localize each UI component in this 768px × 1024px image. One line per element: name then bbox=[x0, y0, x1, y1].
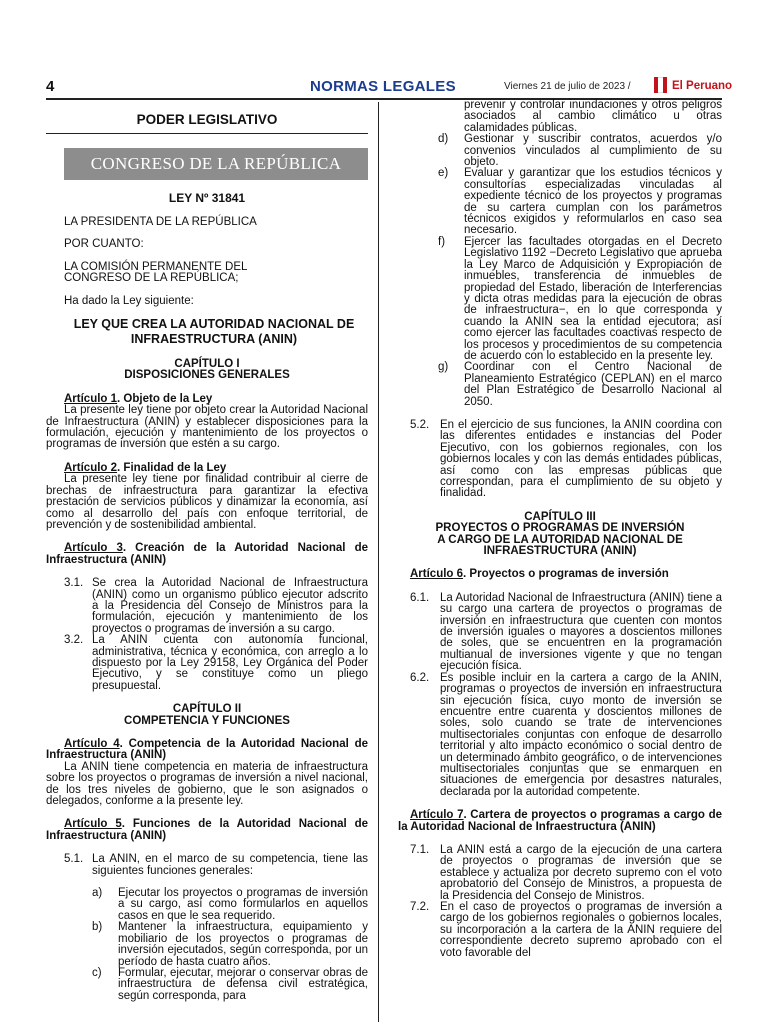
article-heading bbox=[398, 810, 722, 833]
intro-line: LA COMISIÓN PERMANENTE DEL CONGRESO DE LA REPÚBLICA; bbox=[64, 260, 247, 285]
item-text: Gestionar y suscribir contratos, acuerdos y/o convenios vinculados al cumplimiento de su objeto. bbox=[464, 133, 722, 169]
lettered-item bbox=[46, 968, 368, 1002]
item-text: Evaluar y garantizar que los estudios técnicos y consultorías especializadas vinculadas al expediente técnico de los proyectos y programas de su cartera cumplan con los parámetros técnicos exigidos y reformularlos en caso sea necesario. bbox=[464, 167, 722, 237]
article-heading bbox=[398, 569, 722, 580]
item-letter: g) bbox=[438, 361, 449, 374]
item-text: Coordinar con el Centro Nacional de Planeamiento Estratégico (CEPLAN) en el marco del Plan Estratégico de Desarrollo Nacional al 2050. bbox=[464, 361, 722, 408]
paragraph-text: Es posible incluir en la cartera a cargo de la ANIN, programas o proyectos de inversión en infraestructura sin ejecución física, cuyo monto de inversión se encuentre entre cuarenta y doscientos millones de soles, solo cuando se trate de intervenciones multisectoriales conjuntas con enfoque de desarrollo territorial y alto impacto económico o social dentro de un determinado ámbito geográfico, o de intervenciones multisectoriales conjuntas que se enmarquen en situaciones de emergencia por desastres naturales, declarada por la autoridad competente. bbox=[440, 671, 722, 798]
numbered-paragraph bbox=[46, 635, 368, 692]
page-header bbox=[46, 74, 733, 100]
item-letter: e) bbox=[438, 167, 449, 180]
publication-date: Viernes 21 de julio de 2023 / bbox=[504, 81, 631, 92]
chapter-title: A CARGO DE LA AUTORIDAD NACIONAL DE bbox=[437, 533, 683, 546]
item-text: Ejecutar los proyectos o programas de inversión a su cargo, así como formularlos en aquellos casos en que le sea requerido. bbox=[118, 887, 368, 922]
article-heading bbox=[46, 739, 368, 762]
article-heading bbox=[46, 543, 368, 566]
lettered-item bbox=[398, 237, 722, 362]
chapter-title: DISPOSICIONES GENERALES bbox=[124, 369, 290, 382]
article-heading bbox=[46, 819, 368, 842]
intro-line: Ha dado la Ley siguiente: bbox=[64, 294, 194, 307]
paragraph-text: En el caso de proyectos o programas de inversión a cargo de los gobiernos regionales o gobiernos locales, su incorporación a la cartera de la ANIN requiere del correspondiente decreto supremo aprobado con el voto favorable del bbox=[440, 901, 722, 959]
article-text: La presente ley tiene por objeto crear la Autoridad Nacional de Infraestructura (ANIN) y establecer disposiciones para la formulación, ejecución y mantenimiento de los proyectos o programas de inversión que estén a su cargo. bbox=[46, 404, 368, 451]
item-letter: c) bbox=[92, 966, 102, 979]
paragraph-number: 6.1. bbox=[410, 591, 430, 604]
lettered-item bbox=[398, 134, 722, 168]
paragraph-number: 3.1. bbox=[64, 577, 84, 590]
chapter-title: COMPETENCIA Y FUNCIONES bbox=[124, 714, 290, 727]
branch-heading: PODER LEGISLATIVO bbox=[136, 112, 278, 127]
paragraph-text: Se crea la Autoridad Nacional de Infraestructura (ANIN) como un organismo público ejecutor adscrito a la Presidencia del Consejo de Ministros para la formulación, ejecución y mantenimiento de los proyectos o programas de inversión a su cargo. bbox=[92, 577, 368, 635]
article-title: . Creación de la Autoridad Nacional de Infraestructura (ANIN) bbox=[46, 542, 368, 566]
article-label: Artículo 3 bbox=[64, 542, 123, 555]
newspaper-name: El Peruano bbox=[672, 80, 733, 92]
column-divider bbox=[378, 102, 379, 1022]
intro-line: POR CUANTO: bbox=[64, 238, 144, 251]
institution-banner: CONGRESO DE LA REPÚBLICA bbox=[64, 148, 368, 180]
law-number: LEY Nº 31841 bbox=[168, 191, 246, 205]
item-continuation: prevenir y controlar inundaciones y otros peligros asociados al cambio climático u otras calamidades públicas. bbox=[464, 99, 722, 134]
numbered-paragraph bbox=[46, 578, 368, 635]
chapter-title: PROYECTOS O PROGRAMAS DE INVERSIÓN bbox=[435, 522, 685, 535]
article-label: Artículo 1 bbox=[64, 392, 118, 405]
chapter-label: CAPÍTULO III bbox=[524, 510, 596, 523]
numbered-paragraph bbox=[398, 845, 722, 902]
left-column bbox=[46, 104, 368, 1002]
article-title: . Funciones de la Autoridad Nacional de Infraestructura (ANIN) bbox=[46, 818, 368, 842]
article-label: Artículo 7 bbox=[410, 809, 464, 822]
article-title: . Proyectos o programas de inversión bbox=[463, 568, 669, 581]
article-title: . Cartera de proyectos o programas a cargo de la Autoridad Nacional de Infraestructura (ANIN) bbox=[398, 809, 722, 833]
lettered-item bbox=[46, 888, 368, 922]
numbered-paragraph bbox=[398, 673, 722, 798]
paragraph-text: La ANIN está a cargo de la ejecución de una cartera de proyectos o programas de inversión que se establece y actualiza por decreto supremo con el voto aprobatorio del Consejo de Ministros, a propuesta de la Presidencia del Consejo de Ministros. bbox=[440, 843, 722, 902]
law-title: LEY QUE CREA LA AUTORIDAD NACIONAL DE INFRAESTRUCTURA (ANIN) bbox=[73, 317, 355, 347]
paragraph-number: 7.2. bbox=[410, 901, 430, 913]
item-text: Mantener la infraestructura, equipamiento y mobiliario de los proyectos o programas de inversión ejecutados, según corresponda, por un período de hasta cuatro años. bbox=[118, 921, 368, 968]
paragraph-number: 7.1. bbox=[410, 843, 430, 856]
item-letter: f) bbox=[438, 235, 446, 248]
lettered-item bbox=[398, 362, 722, 408]
paragraph-number: 5.2. bbox=[410, 418, 430, 431]
paragraph-text: En el ejercicio de sus funciones, la ANIN coordina con las diferentes entidades e instancias del Poder Ejecutivo, con los gobiernos regionales, con los gobiernos locales y con las demás entidades públicas, así como con las empresas públicas que correspondan, para el cumplimiento de su objeto y finalidad. bbox=[440, 418, 722, 500]
paragraph-number: 3.2. bbox=[64, 634, 84, 647]
item-text: Ejercer las facultades otorgadas en el Decreto Legislativo 1192 −Decreto Legislativo que aprueba la Ley Marco de Adquisición y Expropiación de inmuebles, transferencia de inmuebles de propiedad del Estado, liberación de Interferencias y dicta otras medidas para la ejecución de obras de infraestructura−, en lo que corresponda y cuando la ANIN sea la entidad ejecutora; así como ejercer las facultades coactivas respecto de los procesos y procedimientos de su competencia de acuerdo con lo establecido en la presente ley. bbox=[464, 235, 722, 362]
lettered-item bbox=[398, 168, 722, 236]
paragraph-text: La ANIN cuenta con autonomía funcional, administrativa, técnica y económica, con arreglo a lo dispuesto por la Ley 29158, Ley Orgánica del Poder Ejecutivo, y se constituye como un pliego presupuestal. bbox=[92, 634, 368, 692]
numbered-paragraph bbox=[398, 420, 722, 500]
paragraph-number: 6.2. bbox=[410, 671, 430, 684]
publication-title: NORMAS LEGALES bbox=[310, 78, 456, 95]
numbered-paragraph bbox=[398, 593, 722, 673]
article-text: La ANIN tiene competencia en materia de infraestructura sobre los proyectos o programas de inversión a nivel nacional, de los tres niveles de gobierno, que le son asignados o delegados, conforme a la presente ley. bbox=[46, 760, 368, 808]
intro-line: LA PRESIDENTA DE LA REPÚBLICA bbox=[64, 216, 257, 228]
numbered-paragraph bbox=[398, 902, 722, 959]
paragraph-text: La ANIN, en el marco de su competencia, tiene las siguientes funciones generales: bbox=[92, 853, 368, 877]
peru-flag-icon bbox=[654, 77, 667, 93]
article-title: . Competencia de la Autoridad Nacional de Infraestructura (ANIN) bbox=[46, 738, 368, 762]
article-label: Artículo 6 bbox=[410, 568, 464, 581]
article-title: . Finalidad de la Ley bbox=[117, 461, 227, 474]
item-letter: b) bbox=[92, 921, 103, 934]
paragraph-text: La Autoridad Nacional de Infraestructura (ANIN) tiene a su cargo una cartera de proyectos o programas de inversión en infraestructura que cuenten con montos de inversión iguales o mayores a doscientos millones de soles, que se encuentren en la programación multianual de inversiones vigente y que no tengan ejecución física. bbox=[440, 591, 722, 673]
article-label: Artículo 4 bbox=[64, 738, 120, 750]
article-label: Artículo 5 bbox=[64, 818, 122, 831]
chapter-label: CAPÍTULO II bbox=[172, 703, 242, 716]
branch-rule bbox=[46, 133, 368, 134]
chapter-title: INFRAESTRUCTURA (ANIN) bbox=[483, 545, 637, 558]
right-column bbox=[398, 100, 722, 959]
chapter-label: CAPÍTULO I bbox=[174, 358, 240, 371]
item-letter: d) bbox=[438, 133, 449, 146]
article-text: La presente ley tiene por finalidad contribuir al cierre de brechas de infraestructura para garantizar la efectiva prestación de servicios públicos y dinamizar la economía, así como al desarrollo del país con enfoque territorial, de prevención y de sostenibilidad ambiental. bbox=[46, 473, 368, 531]
paragraph-number: 5.1. bbox=[64, 853, 84, 866]
lettered-item bbox=[46, 922, 368, 968]
item-text: Formular, ejecutar, mejorar o conservar obras de infraestructura de defensa civil estratégica, según corresponda, para bbox=[118, 966, 368, 1002]
numbered-paragraph bbox=[46, 854, 368, 877]
page-number: 4 bbox=[46, 78, 55, 95]
article-label: Artículo 2 bbox=[64, 461, 118, 474]
item-letter: a) bbox=[92, 887, 103, 900]
article-title: . Objeto de la Ley bbox=[117, 392, 213, 405]
